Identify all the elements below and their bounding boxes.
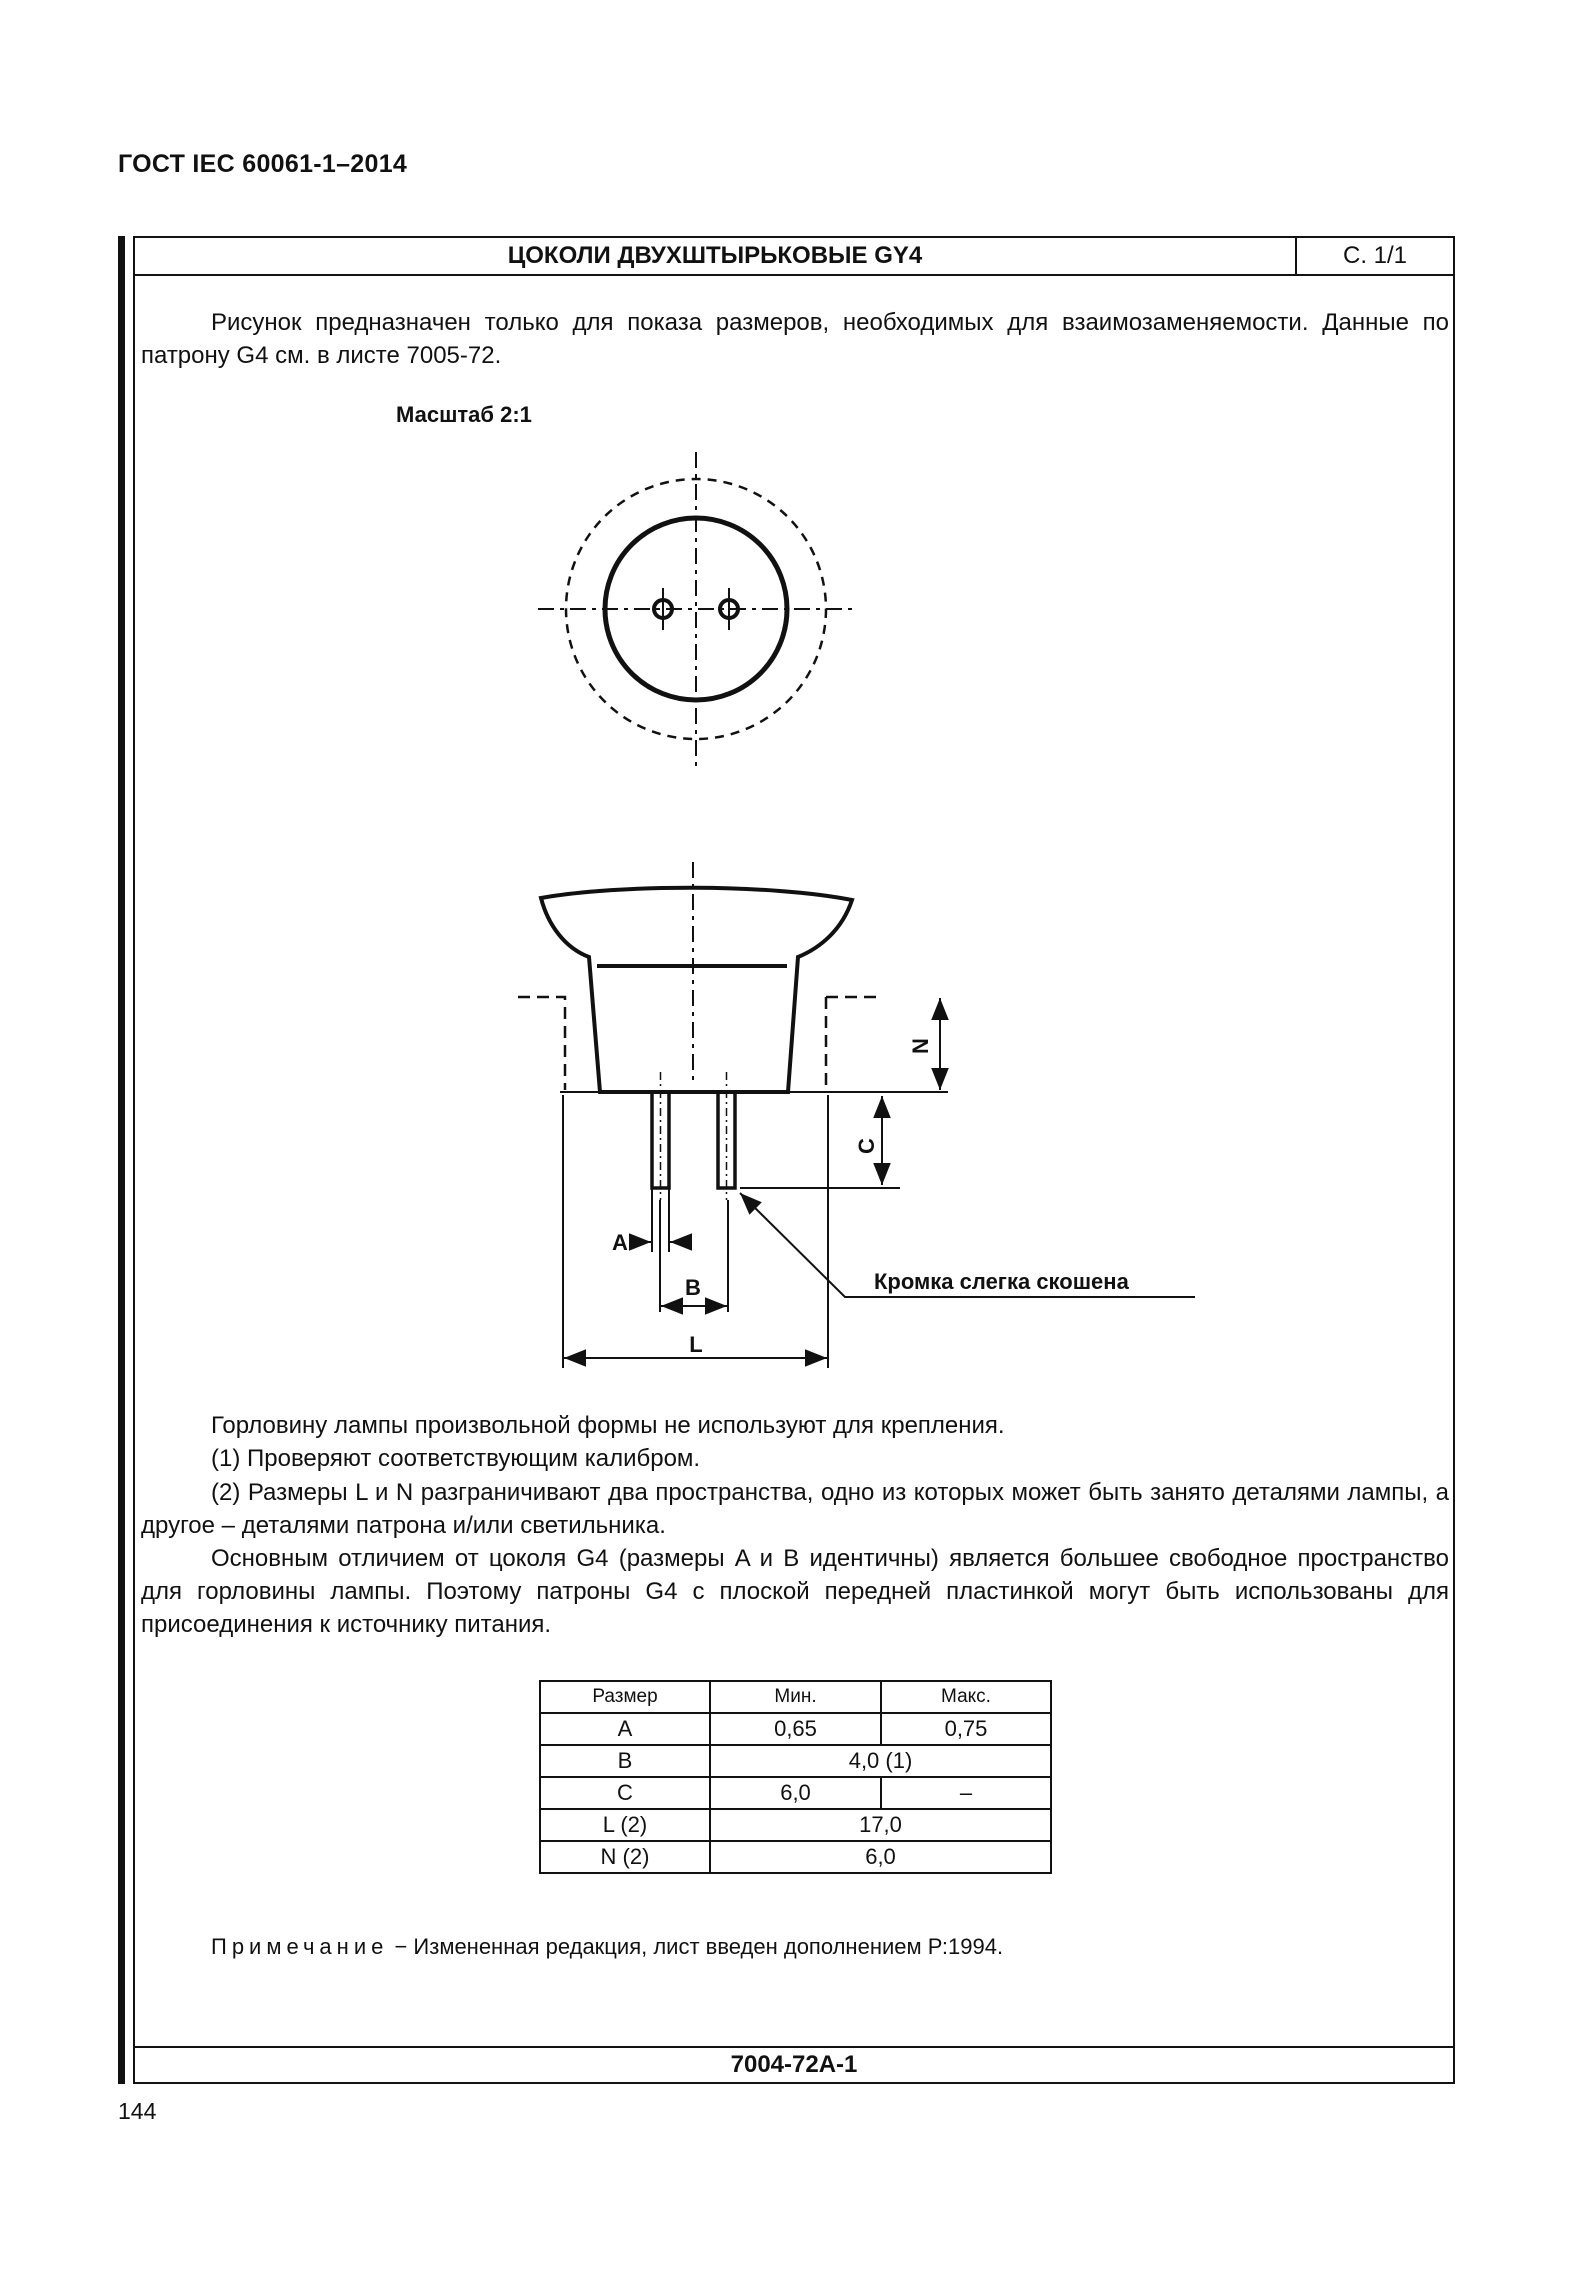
table-cell: 17,0 [710, 1809, 1051, 1841]
note-1: (1) Проверяют соответствующим калибром. [211, 1445, 701, 1472]
drawing-scale: Масштаб 2:1 [396, 402, 532, 427]
table-cell: – [881, 1777, 1051, 1809]
table-cell: 0,75 [881, 1713, 1051, 1745]
sheet-title: ЦОКОЛИ ДВУХШТЫРЬКОВЫЕ GY4 [135, 238, 1297, 274]
label-l: L [689, 1332, 703, 1357]
footnote-label: Примечание [211, 1934, 389, 1959]
table-cell: 0,65 [710, 1713, 881, 1745]
table-header: Макс. [881, 1681, 1051, 1713]
top-view [538, 452, 852, 766]
label-n: N [908, 1038, 933, 1054]
space-boundary-left [518, 997, 565, 1090]
table-cell: 6,0 [710, 1841, 1051, 1873]
table-cell: C [540, 1777, 710, 1809]
note-difference: Основным отличием от цоколя G4 (размеры A и B идентичны) является большее свободное пространство для горловины лампы. Поэтому патроны G4 с плоской передней пластинкой могут быть использованы для присоединения к источнику питания. [141, 1545, 1449, 1638]
top-view-base-circle [605, 518, 787, 700]
table-header: Мин. [710, 1681, 881, 1713]
footnote-text: − Измененная редакция, лист введен дополнением Р:1994. [388, 1934, 1004, 1959]
table-cell: N (2) [540, 1841, 710, 1873]
note-2: (2) Размеры L и N разграничивают два пространства, одно из которых может быть занято деталями лампы, а другое – деталями патрона и/или светильника. [141, 1479, 1449, 1539]
table-cell: 6,0 [710, 1777, 881, 1809]
label-b: B [685, 1275, 701, 1300]
dimensions-table [539, 1680, 1052, 1874]
table-row [540, 1809, 1051, 1841]
lamp-neck-outline [541, 888, 852, 1092]
page-number: 144 [118, 2098, 157, 2124]
table-cell: B [540, 1745, 710, 1777]
table-cell: 4,0 (1) [710, 1745, 1051, 1777]
table-cell: A [540, 1713, 710, 1745]
table-row [540, 1745, 1051, 1777]
table-row [540, 1777, 1051, 1809]
table-row [540, 1841, 1051, 1873]
label-a: A [612, 1230, 628, 1255]
side-view [518, 862, 1195, 1368]
intro-paragraph: Рисунок предназначен только для показа размеров, необходимых для взаимозаменяемости. Данные по патрону G4 см. в листе 7005-72. [141, 309, 1449, 369]
sheet-code: 7004-72А-1 [135, 2046, 1453, 2082]
footnote [211, 1934, 1003, 1960]
sheet-page-indicator: С. 1/1 [1342, 242, 1408, 269]
table-header-row [540, 1681, 1051, 1713]
document-standard-number: ГОСТ IEC 60061-1–2014 [118, 150, 408, 178]
label-c: C [854, 1138, 879, 1154]
table-cell: L (2) [540, 1809, 710, 1841]
label-edge-chamfer: Кромка слегка скошена [874, 1269, 1129, 1294]
table-header: Размер [540, 1681, 710, 1713]
note-neck: Горловину лампы произвольной формы не используют для крепления. [211, 1412, 1005, 1439]
table-row [540, 1713, 1051, 1745]
